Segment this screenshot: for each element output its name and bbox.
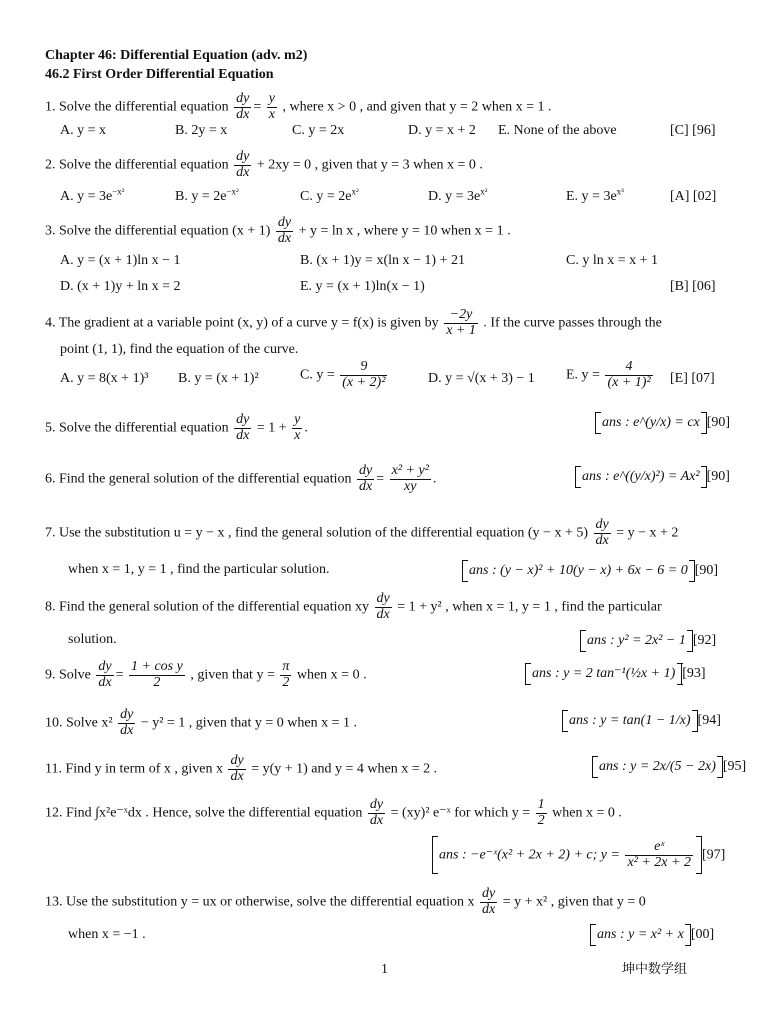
page-number: 1 — [381, 962, 388, 977]
q4-option-e: E. y = $\frac{4}{\text{(x + 1)²}}$ — [566, 359, 651, 390]
q8-line-2: solution. — [68, 632, 117, 647]
q6-answer: ans : e^((y/x)²) = Ax² [90] — [575, 466, 730, 488]
q3-option-c: C. y ln x = x + 1 — [566, 253, 659, 268]
q1-option-c: C. y = 2x — [292, 123, 345, 138]
fraction: $\frac{dy}{dx}$ — [236, 149, 250, 180]
q2-option-a: A. $y = 3e^{-x^2}$ — [60, 186, 125, 204]
q3-option-b: B. (x + 1)y = x(ln x − 1) + 21 — [300, 253, 465, 268]
q1-reference: [C] [96] — [670, 123, 716, 138]
q3-reference: [B] [06] — [670, 279, 716, 294]
question-10: 10. Solve x² $\frac{dy}{dx}$ − y² = 1 , given that y = 0 when x = 1 . — [45, 707, 358, 738]
q7-line-2: when x = 1, y = 1 , find the particular solution. — [68, 562, 330, 577]
question-5: 5. Solve the differential equation $\frac{dy}{dx}$ = 1 + $\frac{y}{x}$ . — [45, 412, 308, 443]
q9-answer: ans : y = 2 tan⁻¹(½x + 1) [93] — [525, 663, 706, 685]
q3-option-a: A. y = (x + 1)ln x − 1 — [60, 253, 181, 268]
question-7: 7. Use the substitution u = y − x , find the general solution of the differential equation (y − x + 5) $\frac{dy}{dx}$ = y − x + 2 — [45, 517, 679, 548]
question-1: 1. Solve the differential equation $\frac{dy}{dx}$ = $\frac{y}{x}$ , where x > 0 , and given that y = 2 when x = 1 . — [45, 91, 552, 122]
q4-reference: [E] [07] — [670, 371, 715, 386]
q7-answer: ans : (y − x)² + 10(y − x) + 6x − 6 = 0 [90] — [462, 560, 718, 582]
q3-option-e: E. y = (x + 1)ln(x − 1) — [300, 279, 425, 294]
q13-line-2: when x = −1 . — [68, 927, 146, 942]
question-8: 8. Find the general solution of the differential equation xy $\frac{dy}{dx}$ = 1 + y² , when x = 1, y = 1 , find the particular — [45, 591, 662, 622]
fraction: $\frac{dy}{dx}$ — [236, 91, 250, 122]
question-3: 3. Solve the differential equation (x + 1) $\frac{dy}{dx}$ + y = ln x , where y = 10 when x = 1 . — [45, 215, 511, 246]
q2-option-d: D. $y = 3e^{x^2}$ — [428, 186, 488, 204]
q1-option-b: B. 2y = x — [175, 123, 228, 138]
q10-answer: ans : y = tan(1 − 1/x) [94] — [562, 710, 721, 732]
q11-answer: ans : y = 2x/(5 − 2x) [95] — [592, 756, 746, 778]
question-12: 12. Find ∫x²e⁻ˣdx . Hence, solve the differential equation $\frac{dy}{dx}$ = (xy)² e⁻ˣ for which y = $\frac{1}{2}$ when x = 0 . — [45, 797, 622, 828]
chapter-title: Chapter 46: Differential Equation (adv. m2) — [45, 48, 308, 63]
question-13: 13. Use the substitution y = ux or otherwise, solve the differential equation x $\frac{dy}{dx}$ = y + x² , given that y = 0 — [45, 886, 646, 917]
q1-option-d: D. y = x + 2 — [408, 123, 476, 138]
q5-answer: ans : e^(y/x) = cx [90] — [595, 412, 730, 434]
q12-answer: ans : −e⁻ˣ(x² + 2x + 2) + c; y = $\frac{\text{eˣ}}{\text{x² + 2x + 2}}$ [97] — [432, 836, 725, 874]
school-name: 坤中数学组 — [622, 962, 688, 977]
fraction: $\frac{y}{x}$ — [268, 91, 275, 122]
q2-option-c: C. $y = 2e^{x^2}$ — [300, 186, 359, 204]
fraction: $\frac{dy}{dx}$ — [277, 215, 292, 246]
question-9: 9. Solve $\frac{dy}{dx}$ = $\frac{\text{1 + cos y}}{2}$ , given that y = $\frac{\pi}{2}$ when x = 0 . — [45, 659, 367, 690]
q2-option-e: E. $y = 3e^{x^3}$ — [566, 186, 624, 204]
q1-option-e: E. None of the above — [498, 123, 617, 138]
q2-option-b: B. $y = 2e^{-x^2}$ — [175, 186, 239, 204]
q4-line-2: point (1, 1), find the equation of the curve. — [60, 342, 299, 357]
q4-option-a: A. y = 8(x + 1)³ — [60, 371, 149, 386]
q3-option-d: D. (x + 1)y + ln x = 2 — [60, 279, 181, 294]
q8-answer: ans : y² = 2x² − 1 [92] — [580, 630, 716, 652]
q2-reference: [A] [02] — [670, 189, 717, 204]
question-11: 11. Find y in term of x , given x $\frac{dy}{dx}$ = y(y + 1) and y = 4 when x = 2 . — [45, 753, 438, 784]
question-2: 2. Solve the differential equation $\frac{dy}{dx}$ + 2xy = 0 , given that y = 3 when x = 0 . — [45, 149, 483, 180]
q4-option-b: B. y = (x + 1)² — [178, 371, 259, 386]
q13-answer: ans : y = x² + x [00] — [590, 924, 714, 946]
section-title: 46.2 First Order Differential Equation — [45, 67, 274, 82]
question-6: 6. Find the general solution of the differential equation $\frac{dy}{dx}$ = $\frac{\text{x² + y²}}{xy}$ . — [45, 463, 437, 494]
q4-option-c: C. y = $\frac{9}{\text{(x + 2)²}}$ — [300, 359, 386, 390]
q4-option-d: D. y = √(x + 3) − 1 — [428, 371, 535, 386]
question-4: 4. The gradient at a variable point (x, y) of a curve y = f(x) is given by $\frac{-2y}{x + 1}$ . If the curve passes through the — [45, 307, 662, 338]
fraction: $\frac{-2y}{x + 1}$ — [446, 307, 476, 338]
q1-option-a: A. y = x — [60, 123, 107, 138]
